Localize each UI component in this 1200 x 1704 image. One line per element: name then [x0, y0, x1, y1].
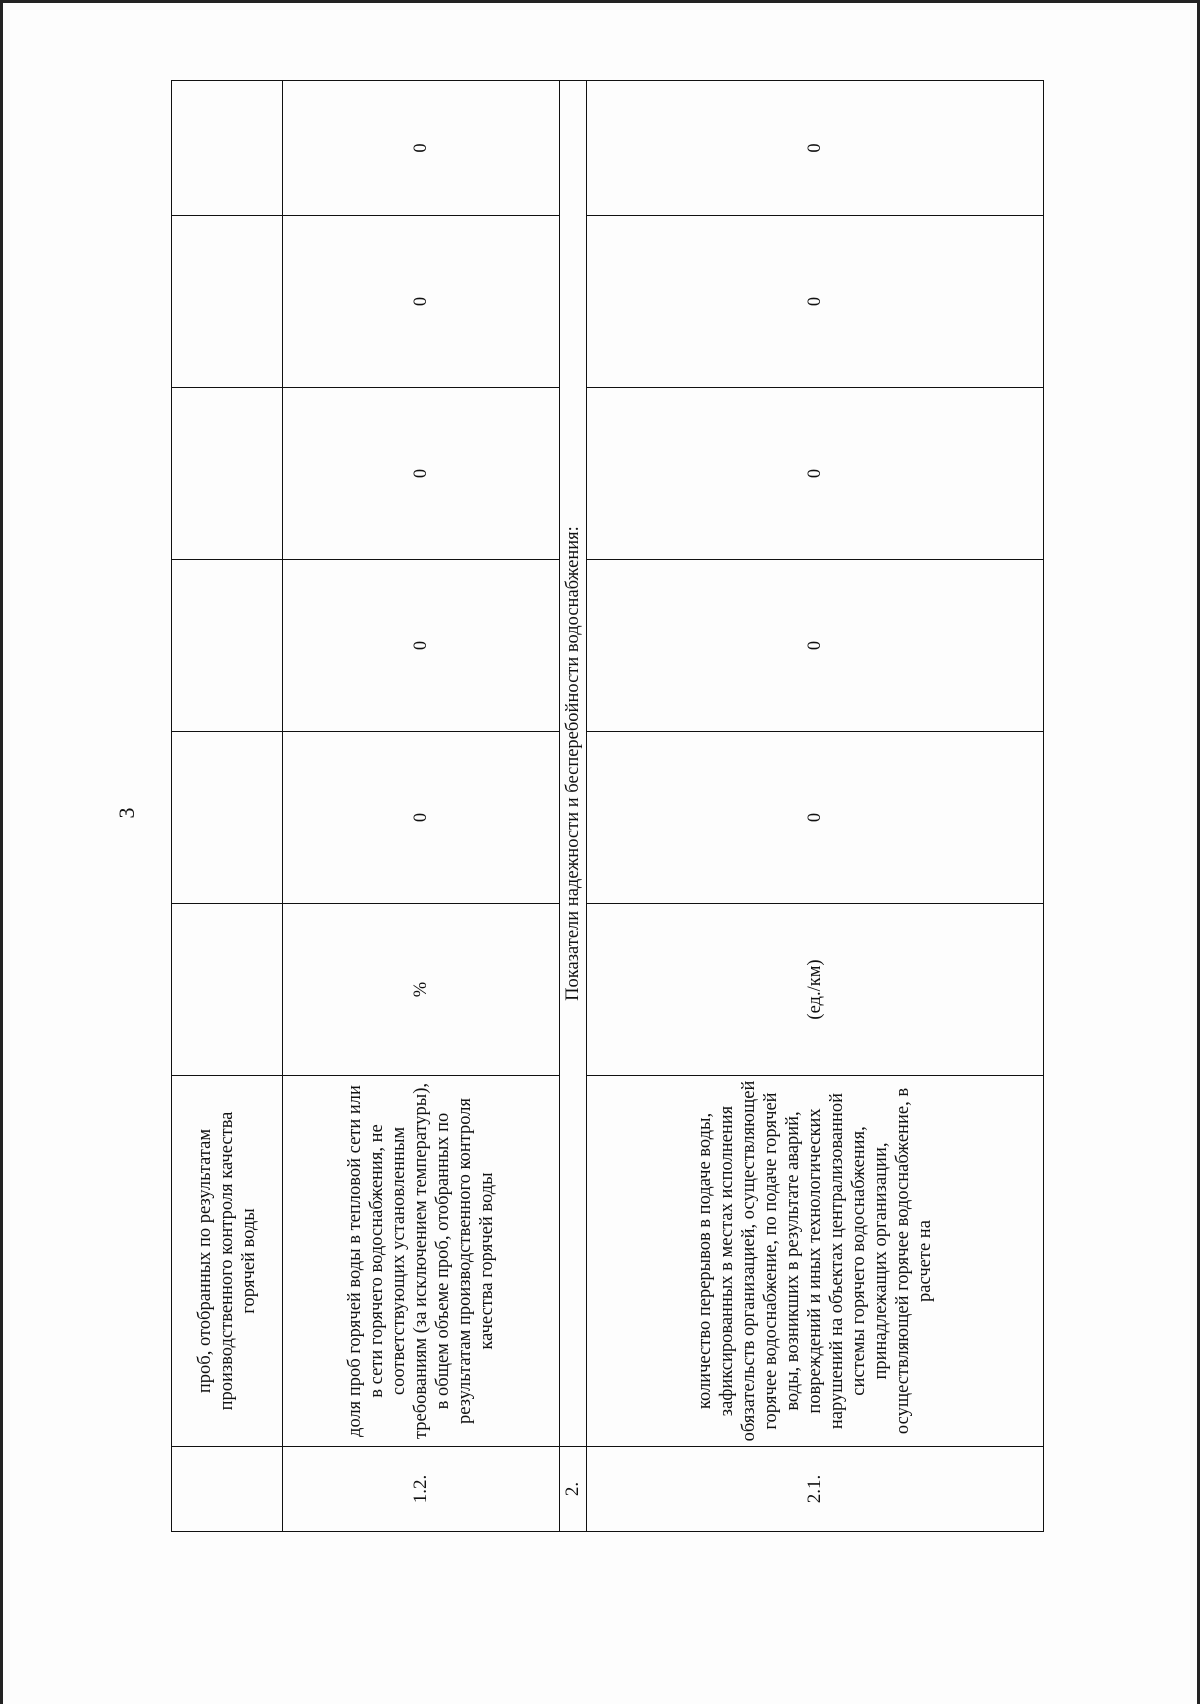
value-cell	[172, 560, 283, 732]
row-number-cell: 1.2.	[283, 1447, 560, 1532]
row-number-cell	[172, 1447, 283, 1532]
table-row-2-1	[587, 81, 1044, 1532]
scan-border-left	[0, 0, 3, 1704]
indicator-name-cell: проб, отобранных по результатам производственного контроля качества горячей воды	[172, 1076, 283, 1447]
value-cell: 0	[587, 81, 1044, 216]
value-cell	[172, 388, 283, 560]
value-cell: 0	[283, 81, 560, 216]
section-number-cell: 2.	[560, 1447, 587, 1532]
unit-cell: (ед./км)	[587, 904, 1044, 1076]
value-cell	[172, 732, 283, 904]
indicator-name-cell: количество перерывов в подаче воды, зафиксированных в местах исполнения обязательств организацией, осуществляющей горячее водоснабжение, по подаче горячей воды, возникших в результате аварий, повреждений и иных технологических нарушений на объектах централизованной системы горячего водоснабжения, принадлежащих организации, осуществляющей горячее водоснабжение, в расчете на	[587, 1076, 1044, 1447]
value-cell: 0	[283, 388, 560, 560]
value-cell: 0	[283, 560, 560, 732]
value-cell	[172, 81, 283, 216]
page-number: 3	[114, 807, 139, 819]
table-row-continuation	[172, 81, 283, 1532]
value-cell: 0	[587, 560, 1044, 732]
indicators-table-rotated	[171, 81, 1044, 1532]
value-cell: 0	[283, 216, 560, 388]
unit-cell	[172, 904, 283, 1076]
row-number-cell: 2.1.	[587, 1447, 1044, 1532]
indicator-name-cell: доля проб горячей воды в тепловой сети или в сети горячего водоснабжения, не соответствующих установленным требованиям (за исключением температуры), в общем объеме проб, отобранных по результатам производственного контроля качества горячей воды	[283, 1076, 560, 1447]
table-row-1-2	[283, 81, 560, 1532]
section-title-cell: Показатели надежности и бесперебойности водоснабжения:	[560, 81, 587, 1447]
table-row-section-2	[560, 81, 587, 1532]
value-cell: 0	[587, 216, 1044, 388]
value-cell: 0	[283, 732, 560, 904]
value-cell: 0	[587, 732, 1044, 904]
indicators-table	[171, 80, 1044, 1532]
value-cell	[172, 216, 283, 388]
value-cell: 0	[587, 388, 1044, 560]
scan-border-top	[0, 0, 1200, 3]
unit-cell: %	[283, 904, 560, 1076]
